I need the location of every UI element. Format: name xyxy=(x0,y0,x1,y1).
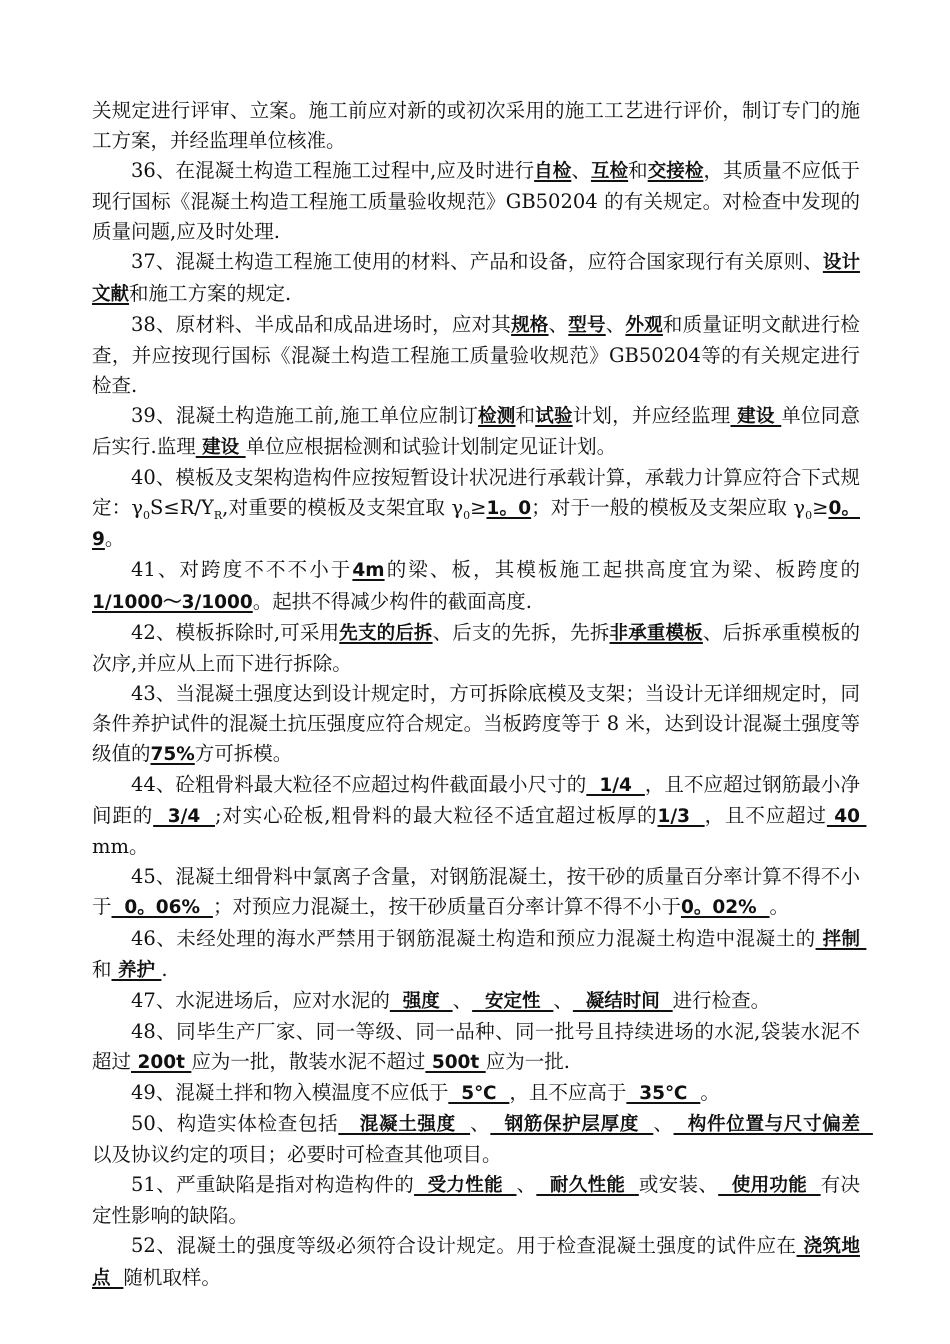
answer-blank: 0。06% xyxy=(111,897,213,919)
subscript: 0 xyxy=(143,509,151,523)
paragraph xyxy=(92,1017,860,1078)
text-segment: 和 xyxy=(515,403,536,427)
paragraph xyxy=(92,618,860,679)
answer-blank: 35℃ xyxy=(626,1083,701,1104)
answer-blank: 外观 xyxy=(625,314,663,336)
text-segment: ;对实心砼板,粗骨料的最大粒径不适宜超过板厚的 xyxy=(214,804,658,828)
paragraph xyxy=(92,1109,873,1170)
text-segment: ，其质量不应低于现行国标《混凝土构造工程施工质量验收规范》GB50204 的有关规定。对检查中发现的质量问题,应及时处理. xyxy=(92,159,860,244)
answer-blank: 3/4 xyxy=(153,806,215,828)
text-segment: 或安装、 xyxy=(638,1173,719,1197)
answer-blank: 凝结时间 xyxy=(572,990,673,1012)
answer-blank: 强度 xyxy=(389,990,453,1012)
paragraph xyxy=(92,1170,860,1231)
answer-blank: 40 xyxy=(826,806,867,828)
text-segment: 41、对跨度不不不小于 xyxy=(131,558,353,582)
paragraph xyxy=(92,463,860,555)
text-segment: ,对重要的模板及支架宜取 γ xyxy=(222,496,464,520)
text-segment: 的梁、板，其模板施工起拱高度宜为梁、板跨度的 xyxy=(384,558,860,582)
text-segment: 38、原材料、半成品和成品进场时，应对其 xyxy=(131,312,512,336)
text-segment: . xyxy=(161,957,168,981)
paragraph xyxy=(92,679,860,770)
text-segment: 计划，并应经监理 xyxy=(572,403,731,427)
text-segment: 37、混凝土构造工程施工使用的材料、产品和设备，应符合国家现行有关原则、 xyxy=(131,250,823,274)
text-segment: ≥ xyxy=(812,496,829,520)
text-segment: 和施工方案的规定. xyxy=(129,281,292,305)
text-segment: 50、构造实体检查包括 xyxy=(131,1112,339,1136)
text-segment: 。 xyxy=(700,1081,720,1104)
answer-blank: 1/3 xyxy=(657,806,705,828)
text-segment: 单位同意后实行.监理 xyxy=(92,403,860,459)
text-segment: 46、未经处理的海水严禁用于钢筋混凝土构造和预应力混凝土构造中混凝土的 xyxy=(131,926,816,950)
text-segment: 45、混凝土细骨料中氯离子含量，对钢筋混凝土，按干砂的质量百分率计算不得不小于 xyxy=(92,865,860,919)
text-segment: ≥ xyxy=(470,496,487,520)
text-segment: 、 xyxy=(548,312,569,336)
text-segment: 、 xyxy=(605,312,626,336)
paragraph xyxy=(92,862,860,923)
text-segment: 52、混凝土的强度等级必须符合设计规定。用于检查混凝土强度的试件应在 xyxy=(131,1234,797,1258)
text-segment: ；对于一般的模板及支架应取 γ xyxy=(531,496,806,520)
text-segment: 随机取样。 xyxy=(123,1265,221,1289)
text-segment: 、 xyxy=(553,988,573,1012)
answer-blank: 0。02% xyxy=(680,897,770,919)
answer-blank: 建设 xyxy=(195,437,246,459)
answer-blank: 规格 xyxy=(511,314,549,336)
text-segment: 47、水泥进场后，应对水泥的 xyxy=(131,988,390,1012)
answer-blank: 混凝土强度 xyxy=(338,1114,471,1136)
answer-blank: 交接检 xyxy=(647,161,704,183)
answer-blank: 1/4 xyxy=(586,775,645,797)
answer-blank: 建设 xyxy=(730,405,782,427)
text-segment: ，且不应超过 xyxy=(704,804,827,828)
text-segment: 、 xyxy=(516,1173,537,1197)
text-segment: ；对预应力混凝土，按干砂质量百分率计算不得不小于 xyxy=(212,895,681,919)
text-segment: 方可拆模。 xyxy=(194,741,293,765)
paragraph xyxy=(92,1078,860,1109)
text-segment: 、 xyxy=(571,159,591,183)
answer-blank: 75% xyxy=(150,743,195,765)
text-segment: 39、混凝土构造施工前,施工单位应制订 xyxy=(131,403,479,427)
answer-blank: 安定性 xyxy=(472,990,554,1012)
answer-blank: 构件位置与尺寸偏差 xyxy=(673,1114,873,1136)
answer-blank: 4m xyxy=(352,560,385,582)
text-segment: 49、混凝土拌和物入模温度不应低于 xyxy=(131,1081,449,1104)
paragraph xyxy=(92,401,860,463)
text-segment: 。起拱不得减少构件的截面高度. xyxy=(252,589,532,613)
answer-blank: 型号 xyxy=(568,314,606,336)
answer-blank: 1。0 xyxy=(486,498,532,520)
text-segment: 、 xyxy=(470,1112,491,1136)
answer-blank: 自检 xyxy=(534,161,572,183)
text-segment: 、 xyxy=(452,988,473,1012)
document-page xyxy=(92,96,873,1294)
text-segment: 、 xyxy=(653,1112,674,1136)
subscript: 0 xyxy=(805,509,813,523)
text-segment: 以及协议约定的项目；必要时可检查其他项目。 xyxy=(92,1143,502,1167)
text-segment: 44、砼粗骨料最大粒径不应超过构件截面最小尺寸的 xyxy=(131,773,587,797)
answer-blank: 200t xyxy=(131,1051,192,1073)
text-segment: 单位应根据检测和试验计划制定见证计划。 xyxy=(245,435,617,459)
paragraph xyxy=(92,310,860,401)
answer-blank: 检测 xyxy=(478,405,516,427)
paragraph xyxy=(92,1231,860,1293)
text-segment: ，且不应高于 xyxy=(509,1081,627,1104)
answer-blank: 受力性能 xyxy=(414,1175,517,1197)
answer-blank: 耐久性能 xyxy=(536,1175,639,1197)
subscript: R xyxy=(213,509,223,523)
text-segment: 应为一批，散装水泥不超过 xyxy=(191,1049,426,1073)
subscript: 0 xyxy=(463,509,471,523)
answer-blank: 设计文献 xyxy=(92,252,860,305)
answer-blank: 0。9 xyxy=(92,498,860,551)
answer-blank: 拌制 xyxy=(815,928,867,950)
answer-blank: 1/1000～3/1000 xyxy=(92,591,253,613)
text-segment: 43、当混凝土强度达到设计规定时，方可拆除底模及支架；当设计无详细规定时，同条件养护试件的混凝土抗压强度应符合规定。当板跨度等于 8 米，达到设计混凝土强度等级值的 xyxy=(92,681,860,765)
paragraph xyxy=(92,770,867,862)
answer-blank: 使用功能 xyxy=(718,1175,821,1197)
paragraph xyxy=(92,986,860,1017)
text-segment: 36、在混凝土构造工程施工过程中,应及时进行 xyxy=(131,159,535,183)
text-segment: 进行检查。 xyxy=(672,988,771,1012)
paragraph xyxy=(92,924,867,986)
text-segment: 48、同毕生产厂家、同一等级、同一品种、同一批号且持续进场的水泥,袋装水泥不超过 xyxy=(92,1019,860,1073)
text-segment: ，且不应超过钢筋最小净间距的 xyxy=(92,773,860,828)
paragraph xyxy=(92,156,860,247)
answer-blank: 养护 xyxy=(111,959,162,981)
text-segment: S≤R/Y xyxy=(150,496,214,520)
text-segment: 关规定进行评审、立案。施工前应对新的或初次采用的施工工艺进行评价，制订专门的施工方案，并经监理单位核准。 xyxy=(92,99,860,153)
text-segment: 51、严重缺陷是指对构造构件的 xyxy=(131,1173,415,1197)
answer-blank: 互检 xyxy=(590,161,629,183)
paragraph xyxy=(92,247,860,309)
answer-blank: 500t xyxy=(425,1051,486,1073)
text-segment: 和 xyxy=(628,159,648,183)
answer-blank: 5℃ xyxy=(448,1083,510,1104)
answer-blank: 试验 xyxy=(535,405,573,427)
paragraph xyxy=(92,555,860,617)
answer-blank: 浇筑地点 xyxy=(92,1236,860,1289)
answer-blank: 非承重模板 xyxy=(609,622,703,644)
text-segment: 有决定性影响的缺陷。 xyxy=(92,1173,860,1228)
text-segment: 。 xyxy=(104,527,125,551)
paragraph xyxy=(92,96,860,156)
text-segment: 、后拆承重模板的次序,并应从上而下进行拆除。 xyxy=(92,620,860,675)
text-segment: 40、模板及支架构造构件应按短暂设计状况进行承载计算，承载力计算应符合下式规定：γ xyxy=(92,466,860,520)
text-segment: 和 xyxy=(92,957,112,981)
text-segment: 和质量证明文献进行检查，并应按现行国标《混凝土构造工程施工质量验收规范》GB50204等的有关规定进行检查. xyxy=(92,312,860,397)
text-segment: 、后支的先拆，先拆 xyxy=(432,620,610,644)
text-segment: mm。 xyxy=(92,835,149,859)
text-segment: 应为一批. xyxy=(485,1049,570,1073)
text-segment: 。 xyxy=(769,895,790,919)
answer-blank: 先支的后拆 xyxy=(339,622,433,644)
text-segment: 42、模板拆除时,可采用 xyxy=(131,620,340,644)
answer-blank: 钢筋保护层厚度 xyxy=(490,1114,654,1136)
